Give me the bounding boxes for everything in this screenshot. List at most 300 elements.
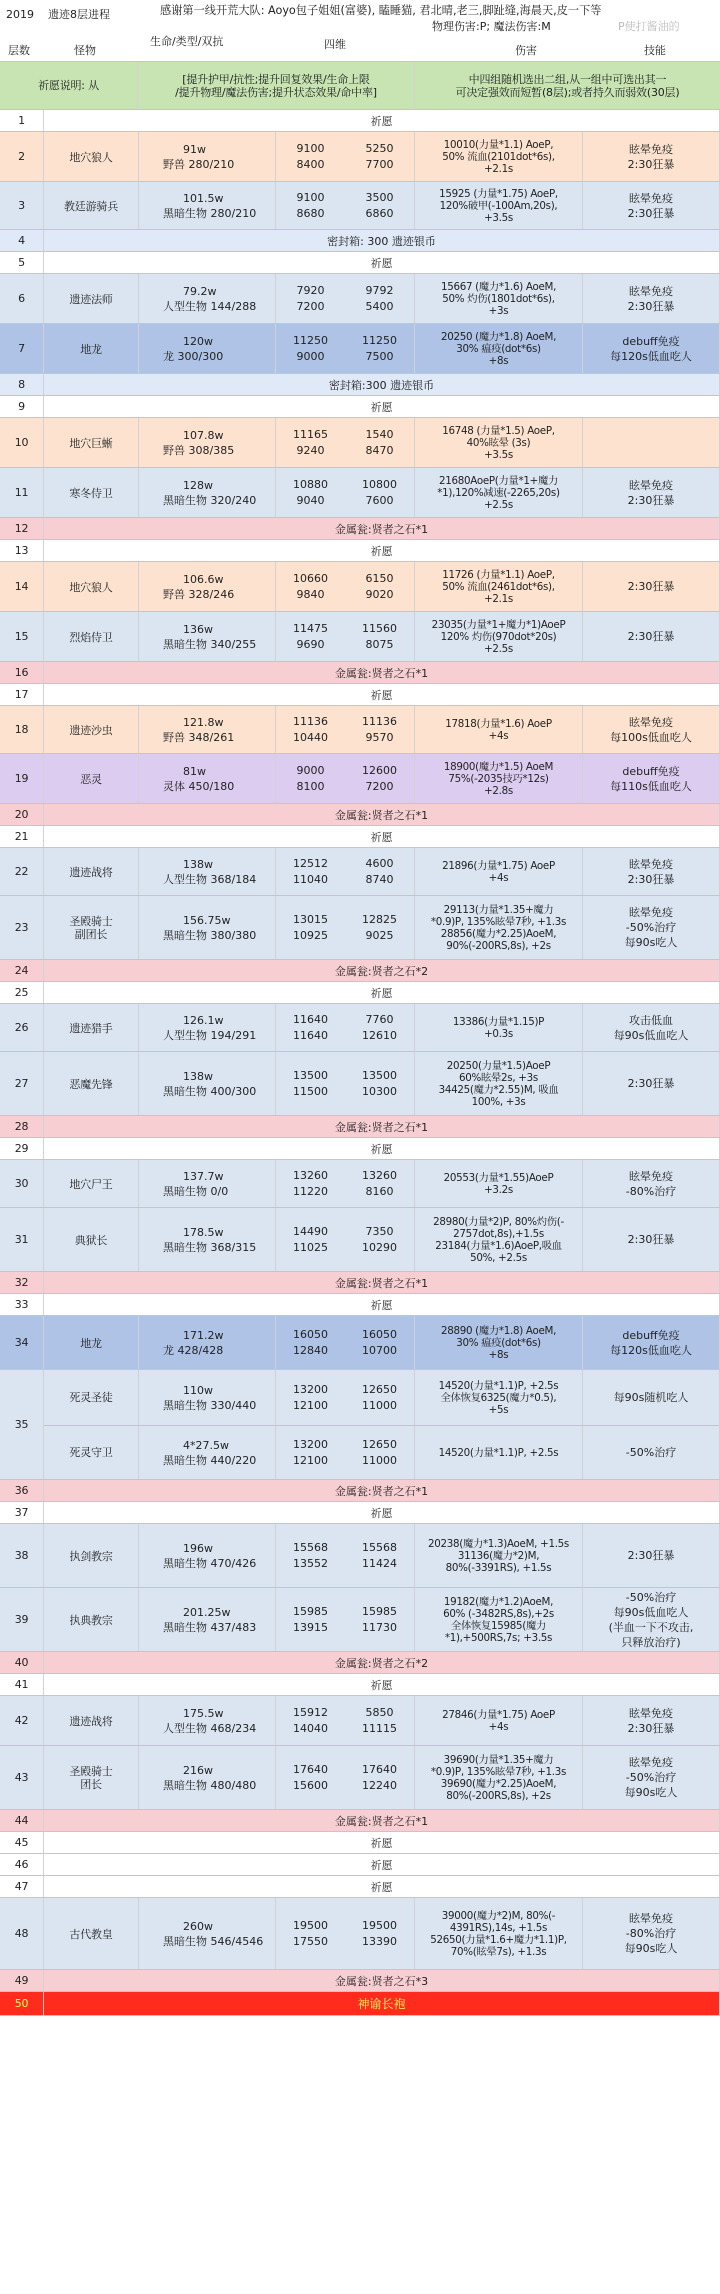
damage-cell (415, 468, 583, 518)
event-text: 金属瓮:贤者之石*1 (44, 1116, 720, 1137)
monster-name-line: 典狱长 (74, 1233, 108, 1247)
damage-line: 2757dot,8s),+1.5s (453, 1228, 544, 1240)
monster-type-resist: 黑暗生物 440/220 (163, 1453, 257, 1467)
damage-cell (415, 1898, 583, 1970)
stat-value: 9000 (296, 350, 325, 363)
skill-line: -80%治疗 (625, 1927, 677, 1940)
skill-cell (583, 754, 720, 803)
monster-name (44, 1004, 139, 1052)
event-text: 祈愿 (44, 1876, 720, 1897)
skill-cell (583, 1524, 720, 1587)
damage-line: +2.5s (484, 499, 513, 511)
event-text: 祈愿 (44, 540, 720, 561)
damage-line: 60% (-3482RS,8s),+2s (443, 1608, 554, 1620)
floor-row-event (0, 1854, 720, 1876)
floor-number-text: 40 (14, 1656, 29, 1669)
stat-value: 8680 (296, 207, 325, 220)
life-cell (139, 562, 276, 612)
damage-cell (415, 324, 583, 374)
damage-cell (415, 132, 583, 182)
floor-number-text: 20 (14, 808, 29, 821)
monster-name-line: 遗迹猎手 (69, 1021, 113, 1035)
stat-value: 11424 (362, 1557, 397, 1570)
monster-block (0, 132, 583, 182)
skill-line: 2:30狂暴 (627, 299, 675, 313)
stat-value: 12650 (362, 1382, 397, 1396)
floor-number (0, 1832, 44, 1853)
damage-line: *1),+500RS,7s; +3.5s (444, 1632, 553, 1644)
damage-line: +2.5s (484, 643, 513, 655)
skill-cell (583, 1746, 720, 1809)
stat-value: 11250 (293, 334, 328, 347)
monster-name (44, 1316, 139, 1370)
skill-line: -50%治疗 (625, 1446, 677, 1459)
event-text: 金属瓮:贤者之石*1 (44, 1480, 720, 1501)
stat-value: 15568 (293, 1541, 328, 1554)
stats-cell (276, 1746, 415, 1810)
event-text: 祈愿 (44, 1674, 720, 1695)
floor-row-monster (0, 274, 720, 324)
monster-type-resist: 黑暗生物 330/440 (163, 1398, 257, 1412)
floor-row-monster (0, 1208, 720, 1272)
stat-value: 7760 (365, 1013, 394, 1026)
stat-value: 8160 (365, 1185, 394, 1198)
stats-cell (276, 896, 415, 960)
monster-name-line: 古代教皇 (69, 1927, 113, 1941)
floor-number (0, 1854, 44, 1875)
floor-row-monster (0, 132, 720, 182)
stat-value: 5400 (365, 300, 394, 313)
stat-value: 7350 (365, 1225, 394, 1238)
floor-row-event (0, 662, 720, 684)
skill-line: 眩晕免疫 (629, 857, 673, 871)
damage-line: 28890 (魔力*1.8) AoeM, (440, 1325, 557, 1337)
monster-name (44, 1898, 139, 1970)
floor-number-text: 25 (14, 986, 29, 999)
life-cell (139, 896, 276, 960)
life-cell (139, 1588, 276, 1652)
skill-cell (583, 1208, 720, 1271)
monster-hp: 110w (183, 1383, 213, 1397)
stat-value: 7200 (365, 780, 394, 793)
monster-block (0, 848, 583, 896)
skill-line: 2:30狂暴 (627, 1077, 675, 1090)
floor-row-event (0, 960, 720, 982)
floor-row-monster (0, 1898, 720, 1970)
damage-cell (415, 182, 583, 230)
life-cell (139, 848, 276, 896)
damage-line: 39690(魔力*2.25)AoeM, (440, 1778, 557, 1790)
damage-cell (415, 848, 583, 896)
damage-cell (415, 1316, 583, 1370)
event-text: 金属瓮:贤者之石*2 (44, 1652, 720, 1673)
stats-cell (276, 848, 415, 896)
damage-line: 70%(眩晕7s), +1.3s (450, 1946, 547, 1958)
stat-value: 13260 (362, 1169, 397, 1182)
stat-value: 12240 (362, 1779, 397, 1792)
floor-row-event (0, 110, 720, 132)
skill-cell (583, 1588, 720, 1651)
life-cell (139, 1370, 276, 1425)
floor-number (0, 1970, 44, 1991)
floor-row-event (0, 1832, 720, 1854)
monster-type-resist: 黑暗生物 400/300 (163, 1085, 257, 1098)
event-text: 祈愿 (44, 982, 720, 1003)
life-cell (139, 1208, 276, 1272)
monster-name-line: 恶魔先锋 (69, 1077, 113, 1091)
stats-cell (276, 1052, 415, 1116)
floor-number (0, 1480, 44, 1501)
life-cell (139, 468, 276, 518)
monster-hp: 128w (183, 479, 213, 492)
damage-line: 10010(力量*1.1) AoeP, (443, 139, 554, 151)
floor-row-monster (0, 848, 720, 896)
monster-hp: 4*27.5w (183, 1438, 229, 1452)
monster-name-line: 地穴巨蜥 (69, 436, 113, 450)
floor-number-text: 23 (14, 921, 29, 934)
damage-line: 4391RS),14s, +1.5s (449, 1922, 548, 1934)
skill-cell (583, 1316, 720, 1369)
monster-name-line: 圣殿骑士 (69, 915, 113, 928)
floor-number (0, 1116, 44, 1137)
stat-value: 11730 (362, 1621, 397, 1634)
col-damage-header: 伤害 (515, 44, 537, 57)
monster-block (0, 182, 583, 230)
stat-value: 4600 (365, 857, 394, 870)
damage-line: 15667 (魔力*1.6) AoeM, (440, 281, 557, 293)
stat-value: 13260 (293, 1169, 328, 1182)
life-cell (139, 1696, 276, 1746)
stat-value: 17640 (293, 1763, 328, 1776)
damage-line: +3.2s (484, 1184, 513, 1196)
stats-cell (276, 706, 415, 754)
floor-number-text: 34 (14, 1336, 29, 1349)
stats-cell (276, 324, 415, 374)
damage-line: +3.5s (484, 212, 513, 224)
damage-line: +2.8s (484, 785, 513, 797)
stat-value: 11220 (293, 1185, 328, 1198)
floor-row-event (0, 1502, 720, 1524)
stat-value: 11640 (293, 1029, 328, 1042)
year-label: 2019 (6, 8, 34, 21)
floor-number-text: 47 (14, 1880, 29, 1893)
damage-line: +5s (488, 1403, 509, 1416)
stat-value: 9792 (365, 284, 394, 297)
monster-name (44, 754, 139, 804)
stats-cell (276, 1160, 415, 1208)
stat-value: 11165 (293, 428, 328, 441)
damage-line: 39000(魔力*2)M, 80%(- (441, 1910, 556, 1922)
stats-cell (276, 1588, 415, 1652)
monster-type-resist: 黑暗生物 340/255 (163, 638, 257, 651)
monster-block (0, 1696, 583, 1746)
life-cell (139, 706, 276, 754)
floor-number (0, 1810, 44, 1831)
stat-value: 9025 (365, 929, 394, 942)
monster-name (44, 1160, 139, 1208)
stat-value: 1540 (365, 428, 394, 441)
damage-line: +2.1s (484, 163, 513, 175)
skill-line: 每90s低血吃人 (613, 1605, 689, 1619)
skill-line: -50%治疗 (625, 921, 677, 934)
floor-row-monster (0, 1316, 720, 1370)
event-text: 密封箱: 300 遗迹银币 (44, 230, 720, 251)
event-text: 祈愿 (44, 826, 720, 847)
monster-block (0, 1052, 583, 1116)
monster-hp: 260w (183, 1920, 213, 1933)
monster-block (0, 1746, 583, 1810)
floor-number-text: 36 (14, 1484, 29, 1497)
stat-value: 13015 (293, 913, 328, 926)
floor-row-event (0, 1970, 720, 1992)
life-cell (139, 132, 276, 182)
monster-name (44, 1370, 139, 1425)
stat-value: 14040 (293, 1722, 328, 1735)
damage-line: 40%眩晕 (3s) (466, 437, 531, 449)
stat-value: 12650 (362, 1437, 397, 1451)
monster-name-line: 执剑教宗 (69, 1549, 113, 1563)
floor-number-text: 39 (14, 1613, 29, 1626)
floor-number-text: 27 (14, 1077, 29, 1090)
floor-number-text: 44 (14, 1814, 29, 1827)
damage-line: *0.9)P, 135%眩晕7秒, +1.3s (430, 916, 567, 928)
stats-cell (276, 1898, 415, 1970)
monster-block (0, 1160, 583, 1208)
floor-number-text: 1 (18, 114, 25, 127)
monster-name (44, 1696, 139, 1746)
damage-line: 16748 (力量*1.5) AoeP, (442, 425, 555, 437)
monster-hp: 196w (183, 1542, 213, 1555)
floor-number-text: 14 (14, 580, 29, 593)
stats-cell (276, 1425, 415, 1480)
skill-line: 眩晕免疫 (629, 191, 673, 205)
floor-number (0, 1502, 44, 1523)
skill-line: 眩晕免疫 (629, 1169, 673, 1183)
stat-value: 15985 (362, 1605, 397, 1618)
stats-cell (276, 274, 415, 324)
floor-row-event (0, 1652, 720, 1674)
floor-number (0, 230, 44, 251)
stat-value: 17640 (362, 1763, 397, 1776)
stat-value: 13552 (293, 1557, 328, 1570)
floor-row-monster (0, 754, 720, 804)
stat-value: 7600 (365, 494, 394, 507)
stat-value: 11000 (362, 1453, 397, 1467)
monster-type-resist: 野兽 348/261 (163, 731, 235, 744)
monster-name-line: 寒冬侍卫 (69, 486, 113, 500)
damage-line: 19182(魔力*1.2)AoeM, (443, 1596, 554, 1608)
floor-row-monster (0, 1524, 720, 1588)
damage-type-note: 物理伤害:P; 魔法伤害:M (432, 20, 551, 33)
floor-row-event (0, 826, 720, 848)
monster-block (0, 1588, 583, 1652)
floor-row-event (0, 1480, 720, 1502)
monster-type-resist: 龙 428/428 (163, 1344, 224, 1357)
floor-row-event (0, 374, 720, 396)
event-text: 金属瓮:贤者之石*1 (44, 1272, 720, 1293)
damage-line: 全体恢复15985(魔力 (451, 1620, 546, 1632)
floor-number (0, 1992, 44, 2015)
col-life-header: 生命/类型/双抗 (150, 35, 224, 48)
damage-line: 100%, +3s (471, 1096, 526, 1108)
stat-value: 9240 (296, 444, 325, 457)
floor-number-text: 46 (14, 1858, 29, 1871)
damage-line: 31136(魔力*2)M, (457, 1550, 540, 1562)
monster-name (44, 1524, 139, 1588)
stat-value: 15985 (293, 1605, 328, 1618)
event-text: 金属瓮:贤者之石*1 (44, 662, 720, 683)
damage-cell (415, 1052, 583, 1116)
skill-line: 每90s随机吃人 (613, 1391, 689, 1404)
damage-line: 60%眩晕2s, +3s (459, 1072, 538, 1084)
monster-name-line: 地穴狼人 (69, 580, 113, 594)
skill-line: -80%治疗 (625, 1184, 677, 1198)
monster-type-resist: 人型生物 468/234 (163, 1722, 257, 1735)
floor-row-event (0, 1294, 720, 1316)
damage-line: 23184(力量*1.6)AoeP,吸血 (435, 1240, 562, 1252)
monster-name-line: 副团长 (74, 928, 108, 941)
stat-value: 13500 (293, 1069, 328, 1082)
stat-value: 11136 (362, 715, 397, 728)
floor-number-text: 48 (14, 1927, 29, 1940)
monster-name-line: 教廷游骑兵 (64, 199, 118, 213)
stat-value: 14490 (293, 1225, 328, 1238)
stat-value: 9690 (296, 638, 325, 651)
stat-value: 12840 (293, 1344, 328, 1357)
monster-hp: 79.2w (183, 285, 217, 298)
skill-line: 2:30狂暴 (627, 493, 675, 507)
stat-value: 5850 (365, 1706, 394, 1719)
floor-number-text: 28 (14, 1120, 29, 1133)
monster-block (0, 1208, 583, 1272)
stat-value: 10800 (362, 478, 397, 491)
stat-value: 3500 (365, 191, 394, 204)
monster-name (44, 274, 139, 324)
monster-type-resist: 黑暗生物 437/483 (163, 1621, 257, 1634)
life-cell (139, 1316, 276, 1370)
monster-hp: 120w (183, 335, 213, 348)
skill-line: -50%治疗 (625, 1771, 677, 1784)
monster-hp: 201.25w (183, 1606, 231, 1619)
damage-line: 18900(魔力*1.5) AoeM (443, 761, 554, 773)
stat-value: 8100 (296, 780, 325, 793)
stats-cell (276, 418, 415, 468)
damage-cell (415, 1160, 583, 1208)
life-cell (139, 1898, 276, 1970)
monster-name (44, 612, 139, 662)
floor-number (0, 1294, 44, 1315)
floor-number-text: 4 (18, 234, 25, 247)
floor-number-text: 31 (14, 1233, 29, 1246)
monster-block (0, 1370, 583, 1425)
damage-cell (415, 706, 583, 754)
skill-cell (583, 1004, 720, 1051)
floor-number (0, 960, 44, 981)
floor-number-text: 15 (14, 630, 29, 643)
sheet-header (0, 0, 720, 62)
damage-line: 28856(魔力*2.25)AoeM, (440, 928, 557, 940)
monster-name-line: 团长 (80, 1778, 102, 1791)
floor-number-text: 50 (14, 1997, 29, 2010)
floor-row-monster (0, 562, 720, 612)
skill-line: 2:30狂暴 (627, 1721, 675, 1735)
skill-cell (583, 706, 720, 753)
monster-name-line: 执典教宗 (69, 1613, 113, 1627)
stat-value: 12100 (293, 1453, 328, 1467)
monster-block (0, 562, 583, 612)
life-cell (139, 612, 276, 662)
monster-type-resist: 野兽 328/246 (163, 588, 235, 601)
floor-row-monster (0, 1588, 720, 1652)
pray-legend (0, 62, 720, 110)
floor-number (0, 540, 44, 561)
life-cell (139, 182, 276, 230)
skill-line: -50%治疗 (625, 1590, 677, 1604)
stat-value: 12610 (362, 1029, 397, 1042)
skill-line: debuff免疫 (622, 334, 680, 348)
damage-cell (415, 274, 583, 324)
floor-number (0, 1876, 44, 1897)
stats-cell (276, 468, 415, 518)
stat-value: 11250 (362, 334, 397, 347)
damage-cell (415, 1524, 583, 1588)
floor-row-event (0, 1116, 720, 1138)
monster-hp: 81w (183, 765, 206, 778)
monster-hp: 175.5w (183, 1707, 224, 1720)
floor-row-event (0, 1810, 720, 1832)
thanks-note: 感谢第一线开荒大队: Aoyo包子姐姐(富婆), 瞌睡猫, 君北晴,老三,脚趾缝,海晨天,皮一下等 (160, 4, 602, 17)
life-cell (139, 1425, 276, 1480)
damage-line: 20553(力量*1.55)AoeP (443, 1172, 554, 1184)
stat-value: 10660 (293, 572, 328, 585)
stat-value: 10290 (362, 1241, 397, 1254)
damage-line: 17818(力量*1.6) AoeP (445, 718, 552, 730)
damage-line: 80%(-200RS,8s), +2s (446, 1790, 551, 1802)
stat-value: 16050 (293, 1328, 328, 1341)
stat-value: 11475 (293, 622, 328, 635)
monster-name (44, 1208, 139, 1272)
monster-block (0, 1524, 583, 1588)
col-skill-header: 技能 (644, 44, 666, 57)
damage-cell (415, 1588, 583, 1652)
floor-number-text: 38 (14, 1549, 29, 1562)
monster-name (44, 1588, 139, 1652)
event-text: 祈愿 (44, 1854, 720, 1875)
skill-line: 每110s低血吃人 (610, 779, 692, 793)
skill-line: 每90s吃人 (624, 1942, 678, 1955)
monster-name-line: 死灵守卫 (69, 1446, 113, 1459)
damage-line: 23035(力量*1+魔力*1)AoeP (431, 619, 566, 631)
event-text: 祈愿 (44, 110, 720, 131)
damage-line: +8s (488, 355, 509, 367)
stat-value: 11025 (293, 1241, 328, 1254)
event-text: 祈愿 (44, 1294, 720, 1315)
monster-name-line: 地穴尸王 (69, 1177, 113, 1191)
floor-row-monster (0, 706, 720, 754)
floor-number (0, 982, 44, 1003)
floor-row-event (0, 982, 720, 1004)
floor-row-event (0, 1992, 720, 2016)
damage-line: 13386(力量*1.15)P (452, 1016, 545, 1028)
monster-hp: 178.5w (183, 1226, 224, 1239)
floor-row-monster (0, 612, 720, 662)
monster-type-resist: 黑暗生物 280/210 (163, 207, 257, 220)
stats-cell (276, 1696, 415, 1746)
monster-type-resist: 人型生物 368/184 (163, 873, 257, 886)
monster-block (0, 754, 583, 804)
floor-row-event (0, 684, 720, 706)
damage-line: 52650(力量*1.6+魔力*1.1)P, (430, 1934, 567, 1946)
